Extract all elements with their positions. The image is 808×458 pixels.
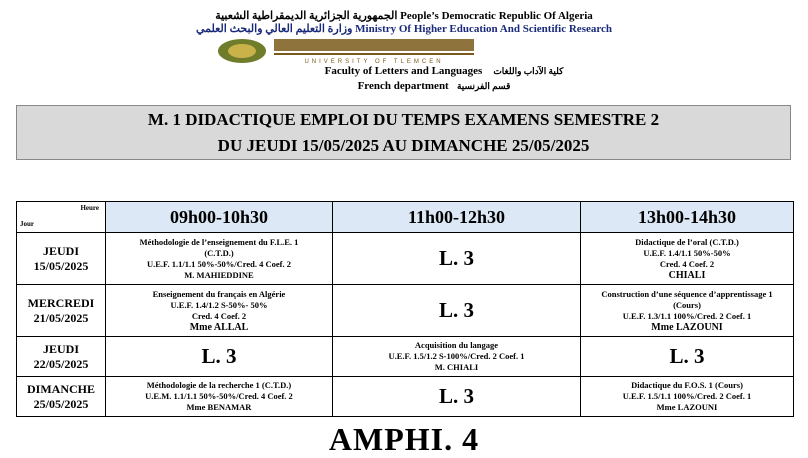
exam-credit: Cred. 4 Coef. 2 (659, 258, 715, 269)
day-name: DIMANCHE (27, 381, 95, 396)
exam-cell (581, 377, 794, 417)
exam-cell (581, 233, 794, 285)
room-cell: L. 3 (581, 337, 794, 377)
title-banner (16, 105, 791, 160)
exam-subject: Méthodologie de l’enseignement du F.L.E. 1 (139, 236, 299, 247)
day-cell (17, 337, 106, 377)
table-row (17, 377, 794, 417)
exam-cell (106, 377, 333, 417)
title-line-1: M. 1 DIDACTIQUE EMPLOI DU TEMPS EXAMENS SEMESTRE 2 (147, 110, 660, 129)
header-line-country: الجمهورية الجزائرية الديمقراطية الشعبية People’s Democratic Republic Of Algeria (215, 10, 593, 22)
department-line (30, 80, 808, 92)
exam-unit: U.E.F. 1.4/1.2 S-50%- 50% (170, 299, 268, 310)
exam-unit: U.E.F. 1.1/1.1 50%-50%/Cred. 4 Coef. 2 (146, 258, 292, 269)
exam-cell (106, 233, 333, 285)
room-cell: L. 3 (106, 337, 333, 377)
exam-subject: Acquisition du langage (414, 340, 499, 350)
exam-cell (581, 285, 794, 337)
day-name: MERCREDI (27, 295, 95, 310)
exam-subject: Méthodologie de la recherche 1 (C.T.D.) (146, 380, 292, 390)
table-row (17, 233, 794, 285)
day-cell (17, 233, 106, 285)
department-name-ar: قسم الفرنسية (456, 81, 511, 91)
exam-unit: U.E.F. 1.5/1.2 S-100%/Cred. 2 Coef. 1 (388, 351, 525, 361)
faculty-line (40, 65, 808, 77)
exam-unit: U.E.M. 1.1/1.1 50%-50%/Cred. 4 Coef. 2 (145, 391, 293, 401)
exam-subject: Enseignement du français en Algérie (152, 288, 286, 299)
slot-header-3: 13h00-14h30 (581, 202, 794, 233)
room-cell: L. 3 (333, 285, 581, 337)
exam-subject: Didactique du F.O.S. 1 (Cours) (631, 380, 743, 390)
exam-teacher: Mme ALLAL (189, 321, 249, 333)
day-date: 21/05/2025 (33, 310, 89, 325)
day-date: 22/05/2025 (33, 356, 89, 371)
exam-teacher: Mme LAZOUNI (651, 321, 723, 333)
corner-cell (17, 202, 106, 233)
exam-subject: Construction d’une séquence d’apprentissage 1 (601, 288, 773, 299)
exam-type: (C.T.D.) (204, 247, 234, 258)
day-cell (17, 285, 106, 337)
department-name: French department (357, 80, 449, 92)
exam-cell (333, 337, 581, 377)
day-cell (17, 377, 106, 417)
day-name: JEUDI (42, 341, 79, 356)
day-name: JEUDI (42, 243, 79, 258)
university-logo (214, 36, 504, 66)
exam-credit: Cred. 4 Coef. 2 (191, 310, 247, 321)
exam-unit: U.E.F. 1.4/1.1 50%-50% (643, 247, 731, 258)
exam-cell (106, 285, 333, 337)
table-row (17, 337, 794, 377)
room-cell: L. 3 (333, 377, 581, 417)
exam-subject: Didactique de l’oral (C.T.D.) (635, 236, 739, 247)
jour-label: Jour (20, 220, 34, 228)
slot-header-1: 09h00-10h30 (106, 202, 333, 233)
slot-header-2: 11h00-12h30 (333, 202, 581, 233)
faculty-name: Faculty of Letters and Languages (324, 65, 483, 77)
day-date: 15/05/2025 (33, 258, 89, 273)
exam-type: (Cours) (673, 299, 701, 310)
exam-teacher: M. MAHIEDDINE (184, 269, 254, 280)
exam-unit: U.E.F. 1.5/1.1 100%/Cred. 2 Coef. 1 (622, 391, 752, 401)
day-date: 25/05/2025 (33, 396, 89, 411)
table-row (17, 285, 794, 337)
header-row (17, 202, 794, 233)
faculty-name-ar: كلية الآداب واللغات (493, 66, 564, 76)
title-line-2: DU JEUDI 15/05/2025 AU DIMANCHE 25/05/2025 (217, 136, 590, 155)
room-cell: L. 3 (333, 233, 581, 285)
exam-teacher: Mme BENAMAR (186, 402, 252, 412)
exam-teacher: Mme LAZOUNI (656, 402, 718, 412)
exam-teacher: CHIALI (668, 269, 706, 281)
header-line-ministry: وزارة التعليم العالي والبحث العلمي Ministry Of Higher Education And Scientific Research (195, 23, 613, 35)
amphi-label: AMPHI. 4 (328, 421, 480, 457)
exam-unit: U.E.F. 1.3/1.1 100%/Cred. 2 Coef. 1 (622, 310, 752, 321)
logo-caption: UNIVERSITY OF TLEMCEN (304, 59, 444, 65)
exam-teacher: M. CHIALI (434, 362, 479, 372)
heure-label: Heure (80, 204, 99, 212)
exam-timetable (16, 201, 794, 417)
